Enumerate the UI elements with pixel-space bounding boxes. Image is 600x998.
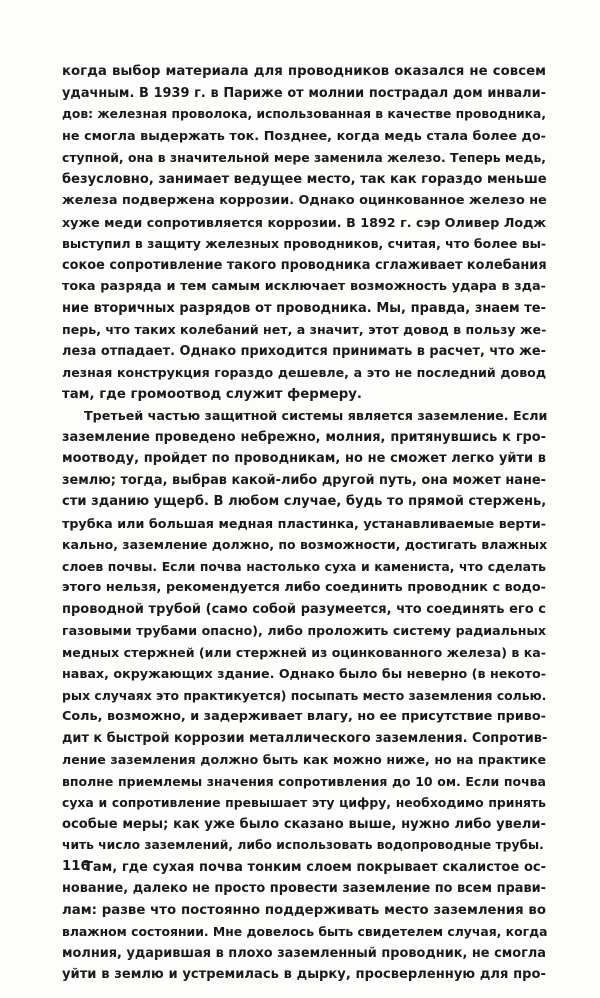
paragraph-1: [62, 61, 546, 405]
text-line: этого нельзя, рекомендуется либо соединить проводник с водо-: [62, 580, 546, 595]
text-line: уйти в землю и устремилась в дырку, просверленную для про-: [62, 967, 546, 982]
text-line: проводной трубой (само собой разумеется, что соединять его с: [62, 601, 546, 617]
text-line: медных стержней (или стержней из оцинкованного железа) в ка-: [62, 644, 547, 660]
text-line: слоев почвы. Если почва настолько суха и камениста, что сделать: [62, 558, 546, 574]
text-line: Соль, возможно, и задерживает влагу, но ее присутствие приво-: [62, 709, 546, 724]
text-line: Третьей частью защитной системы является заземление. Если: [84, 408, 548, 423]
text-line: лезная конструкция гораздо дешевле, а это не последний довод: [62, 365, 546, 380]
text-line: чить число заземлений, либо использовать водопроводные трубы.: [62, 838, 544, 852]
text-line: Там, где сухая почва тонким слоем покрывает скалистое ос-: [84, 859, 546, 875]
text-line: леза отпадает. Однако приходится принимать в расчет, что же-: [62, 343, 546, 359]
text-line: ние вторичных разрядов от проводника. Мы, правда, знаем те-: [62, 300, 546, 316]
text-line: выступил в защиту железных проводников, считая, что более вы-: [62, 236, 547, 251]
text-line: железа подвержена коррозии. Однако оцинкованное железо не: [62, 193, 547, 208]
text-line: газовыми трубами опасно), либо проложить систему радиальных: [62, 623, 546, 638]
text-line: когда выбор материала для проводников оказался не совсем: [62, 64, 546, 79]
text-line: дов: железная проволока, использованная в качестве проводника,: [62, 107, 546, 121]
text-line: не смогла выдержать ток. Позднее, когда медь стала более до-: [62, 128, 546, 144]
text-line: безусловно, занимает ведущее место, так как гораздо меньше: [62, 171, 547, 187]
text-line: трубка или большая медная пластинка, устанавливаемые верти-: [62, 515, 546, 531]
text-line: моотводу, пройдет по проводникам, но не сможет легко уйти в: [62, 451, 546, 466]
text-line: навах, окружающих здание. Однако было бы неверно (в некото-: [62, 666, 546, 681]
text-line: ление заземления должно быть как можно ниже, но на практике: [62, 752, 546, 767]
body-text: [62, 61, 546, 986]
text-line: удачным. В 1939 г. в Париже от молнии пострадал дом инвали-: [62, 85, 546, 101]
text-line: суха и сопротивление превышает эту цифру, необходимо принять: [62, 795, 546, 810]
text-line: вполне приемлемы значения сопротивления до 10 ом. Если почва: [62, 773, 546, 789]
page-number: 116: [62, 859, 90, 874]
text-line: ступной, она в значительной мере заменила железо. Теперь медь,: [62, 150, 546, 165]
text-line: молния, ударившая в плохо заземленный проводник, не смогла: [62, 945, 546, 961]
text-line: дит к быстрой коррозии металлического заземления. Сопротив-: [62, 730, 548, 746]
text-line: лам: разве что постоянно поддерживать место заземления во: [62, 902, 546, 918]
text-line: сокое сопротивление такого проводника сглаживает колебания: [62, 257, 547, 273]
text-line: сти зданию ущерб. В любом случае, будь то прямой стержень,: [62, 494, 547, 509]
text-line: заземление проведено небрежно, молния, притянувшись к гро-: [62, 429, 546, 445]
text-line: тока разряда и тем самым исключает возможность удара в зда-: [62, 279, 546, 294]
text-line: там, где громоотвод служит фермеру.: [62, 386, 362, 402]
text-line: хуже меди сопротивляется коррозии. В 1892 г. сэр Оливер Лодж: [62, 214, 546, 230]
text-line: землю; тогда, выбрав какой-либо другой путь, она может нане-: [62, 472, 546, 488]
text-line: кально, заземление должно, по возможности, достигать влажных: [62, 537, 548, 552]
text-line: рых случаях это практикуется) посыпать место заземления солью.: [62, 687, 547, 703]
text-line: нование, далеко не просто провести заземление по всем прави-: [62, 881, 546, 896]
paragraph-3: [62, 857, 546, 986]
paragraph-2: [62, 405, 546, 857]
text-line: особые меры; как уже было сказано выше, нужно либо увели-: [62, 816, 546, 832]
text-line: влажном состоянии. Мне довелось быть свидетелем случая, когда: [62, 924, 548, 939]
text-line: перь, что таких колебаний нет, а значит, этот довод в пользу же-: [62, 322, 547, 337]
